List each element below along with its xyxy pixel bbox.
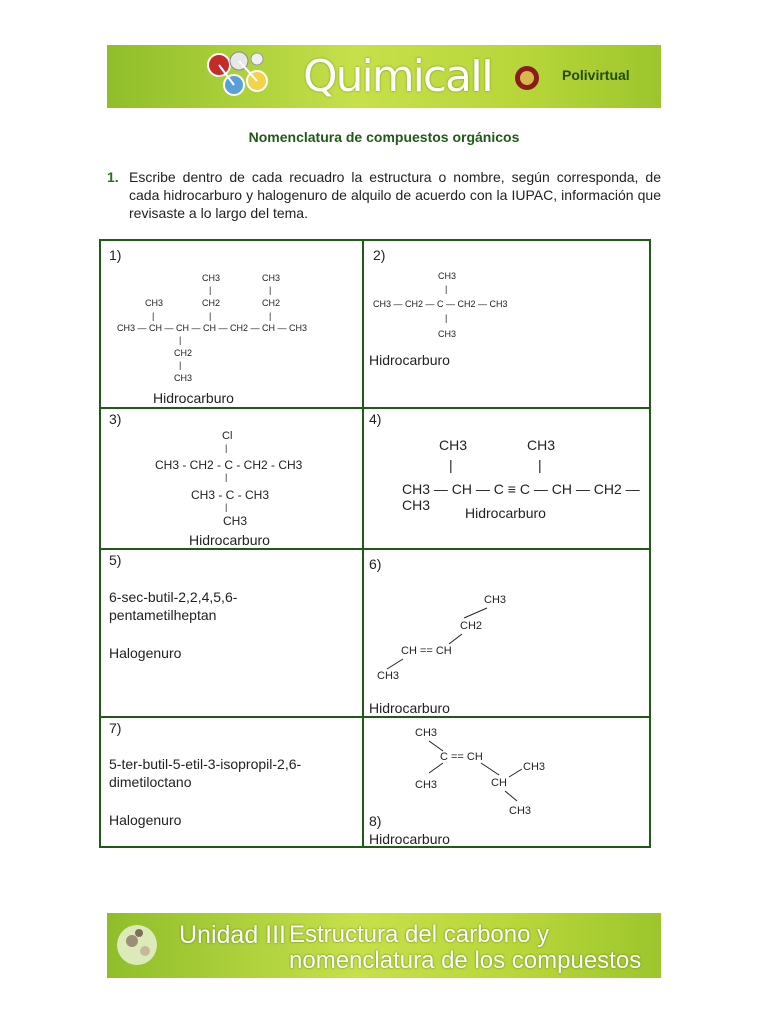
bond-label: |	[445, 313, 448, 323]
compound-type-label: Hidrocarburo	[465, 505, 546, 521]
exercise-grid	[99, 239, 651, 848]
grid-divider	[362, 241, 364, 847]
substituent-label: Cl	[222, 430, 233, 442]
substituent-label: CH3	[523, 761, 546, 773]
bond-line	[446, 632, 466, 646]
bond-line	[383, 657, 407, 671]
bond-line	[461, 606, 491, 620]
substituent-label: CH3	[377, 670, 400, 682]
bond-label: |	[269, 285, 272, 295]
compound-type-label: Hidrocarburo	[153, 390, 234, 406]
bond-label: |	[445, 284, 448, 294]
main-chain: CH3 - CH2 - C - CH2 - CH3	[155, 458, 303, 472]
bond-label: |	[179, 360, 182, 370]
footer-banner	[107, 913, 661, 978]
cell-number: 6)	[369, 556, 382, 572]
grid-divider	[101, 716, 650, 718]
compound-name: 5-ter-butil-5-etil-3-isopropil-2,6-	[109, 756, 302, 772]
cell-number: 7)	[109, 720, 122, 736]
substituent-label: CH3	[145, 298, 164, 308]
substituent-label: CH3	[262, 273, 281, 283]
compound-type-label: Hidrocarburo	[369, 831, 450, 847]
substituent-label: CH	[491, 777, 507, 789]
compound-type-label: Halogenuro	[109, 812, 182, 828]
substituent-label: CH2	[262, 298, 281, 308]
bond-label: |	[152, 311, 155, 321]
page-title: Nomenclatura de compuestos orgánicos	[248, 129, 520, 145]
main-chain: CH3 — CH — CH — CH — CH2 — CH — CH3	[117, 323, 308, 333]
bond-line	[507, 767, 525, 779]
bond-label: |	[225, 472, 228, 482]
substituent-label: CH3	[438, 271, 457, 281]
bond-label: |	[538, 457, 542, 473]
substituent-label: CH3	[484, 594, 507, 606]
substituent-label: CH3	[439, 437, 468, 453]
bond-line	[479, 761, 503, 777]
substituent-label: CH3 - C - CH3	[191, 488, 270, 502]
unit-title: Unidad III	[179, 921, 287, 949]
double-bond-chain: C == CH	[440, 751, 483, 763]
bond-label: |	[449, 457, 453, 473]
substituent-label: CH3	[415, 727, 438, 739]
cell-number: 3)	[109, 411, 122, 427]
substituent-label: CH2	[174, 348, 193, 358]
substituent-label: CH3	[509, 805, 532, 817]
cell-number: 1)	[109, 247, 122, 263]
compound-type-label: Hidrocarburo	[189, 532, 270, 548]
bond-line	[427, 761, 447, 775]
cell-number: 5)	[109, 552, 122, 568]
bond-label: |	[225, 502, 228, 512]
substituent-label: CH3	[202, 273, 221, 283]
unit-subtitle: Estructura del carbono y	[289, 921, 550, 948]
compound-type-label: Halogenuro	[109, 645, 182, 661]
question-number: 1.	[107, 169, 119, 185]
substituent-label: CH3	[527, 437, 556, 453]
compound-name: pentametilheptan	[109, 607, 217, 623]
double-bond-chain: CH == CH	[401, 645, 452, 657]
brand-logo: Polivirtual	[562, 67, 630, 83]
cell-number: 8)	[369, 813, 382, 829]
compound-type-label: Hidrocarburo	[369, 352, 450, 368]
substituent-label: CH2	[460, 620, 483, 632]
substituent-label: CH3	[174, 373, 193, 383]
unit-subtitle: nomenclatura de los compuestos	[289, 947, 642, 974]
grid-divider	[101, 407, 650, 409]
compound-name: dimetiloctano	[109, 774, 192, 790]
question-text: Escribe dentro de cada recuadro la estructura o nombre, según corresponda, de cada hidrocarburo y halogenuro de alquilo de acuerdo con la IUPAC, información que revisaste a lo largo del tema.	[129, 169, 661, 221]
compound-name: 6-sec-butil-2,2,4,5,6-	[109, 589, 238, 605]
main-chain: CH3 — CH — C ≡ C — CH — CH2 — CH3	[402, 481, 640, 513]
bond-label: |	[225, 443, 228, 453]
substituent-label: CH3	[223, 514, 248, 528]
bond-label: |	[179, 335, 182, 345]
bond-label: |	[269, 311, 272, 321]
bond-line	[503, 789, 521, 803]
compound-type-label: Hidrocarburo	[369, 700, 450, 716]
main-chain: CH3 — CH2 — C — CH2 — CH3	[373, 299, 508, 309]
header-banner	[107, 45, 661, 108]
app-title: QuimicaII	[303, 51, 492, 102]
bond-label: |	[209, 285, 212, 295]
grid-divider	[101, 548, 650, 550]
substituent-label: CH2	[202, 298, 221, 308]
cell-number: 2)	[373, 247, 386, 263]
substituent-label: CH3	[415, 779, 438, 791]
cell-number: 4)	[369, 411, 382, 427]
substituent-label: CH3	[438, 329, 457, 339]
bond-label: |	[209, 311, 212, 321]
